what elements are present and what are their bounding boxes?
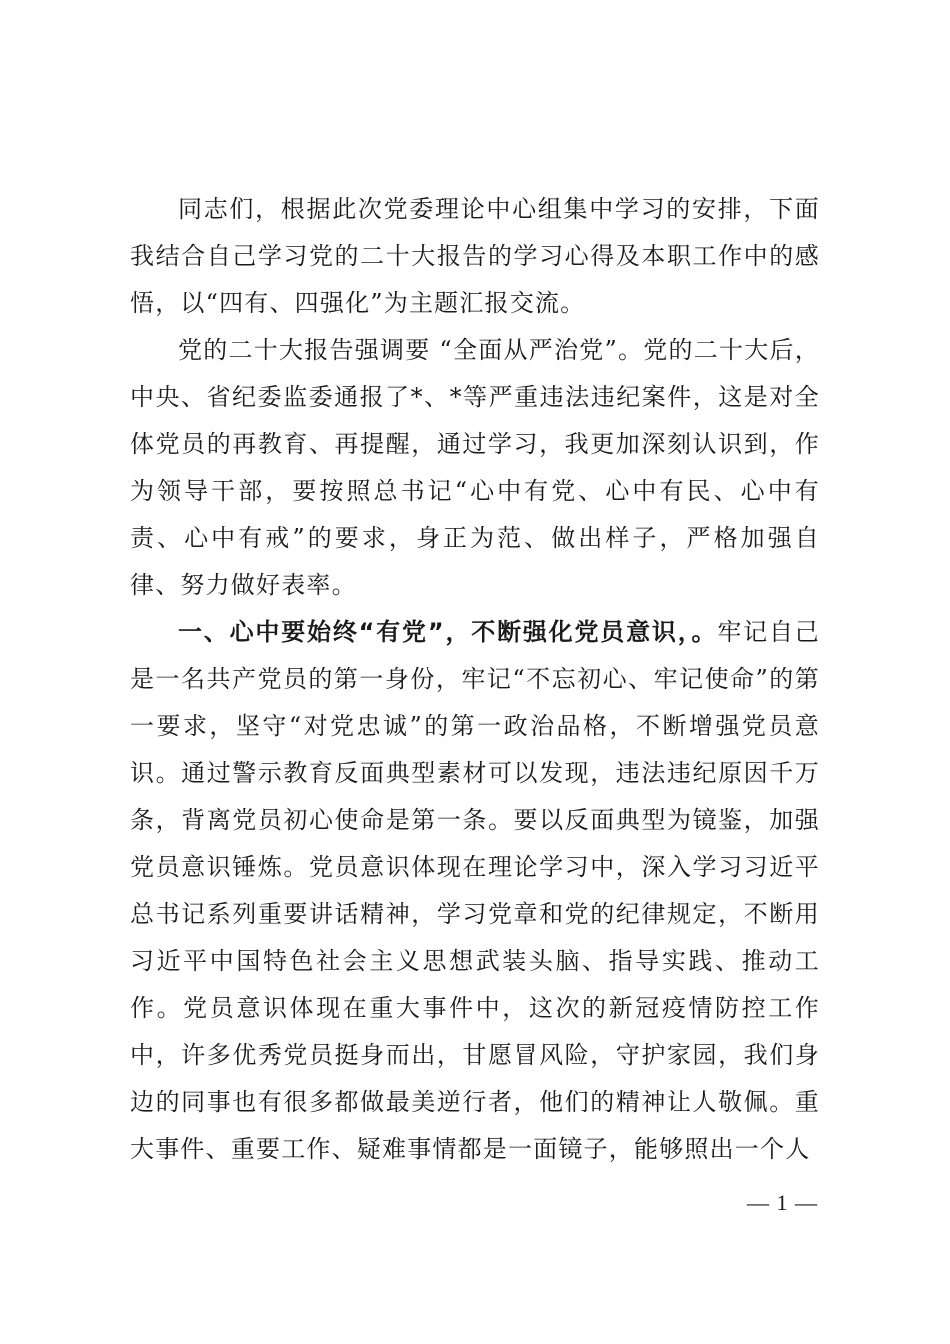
- paragraph-section-one: [130, 609, 820, 1173]
- paragraph-report-emphasis-text: 党的二十大报告强调要 “全面从严治党”。党的二十大后，中央、省纪委监委通报了*、*等严重违法违纪案件，这是对全体党员的再教育、再提醒，通过学习，我更加深刻认识到，作为领导干部，要按照总书记“心中有党、心中有民、心中有责、心中有戒”的要求，身正为范、做出样子，严格加强自律、努力做好表率。: [130, 336, 820, 599]
- section-one-heading: 一、心中要始终“有党”，不断强化党员意识，。: [178, 618, 718, 646]
- paragraph-intro: [130, 186, 820, 327]
- section-one-text: 牢记自己是一名共产党员的第一身份，牢记“不忘初心、牢记使命”的第一要求，坚守“对党忠诚”的第一政治品格，不断增强党员意识。通过警示教育反面典型素材可以发现，违法违纪原因千万条，背离党员初心使命是第一条。要以反面典型为镜鉴，加强党员意识锤炼。党员意识体现在理论学习中，深入学习习近平总书记系列重要讲话精神，学习党章和党的纪律规定，不断用习近平中国特色社会主义思想武装头脑、指导实践、推动工作。党员意识体现在重大事件中，这次的新冠疫情防控工作中，许多优秀党员挺身而出，甘愿冒风险，守护家园，我们身边的同事也有很多都做最美逆行者，他们的精神让人敬佩。重大事件、重要工作、疑难事情都是一面镜子，能够照出一个人: [130, 618, 820, 1163]
- page-number: — 1 —: [747, 1190, 818, 1215]
- paragraph-report-emphasis: [130, 327, 820, 609]
- document-body: [130, 186, 820, 1173]
- paragraph-intro-text: 同志们，根据此次党委理论中心组集中学习的安排，下面我结合自己学习党的二十大报告的学习心得及本职工作中的感悟，以“四有、四强化”为主题汇报交流。: [130, 195, 820, 317]
